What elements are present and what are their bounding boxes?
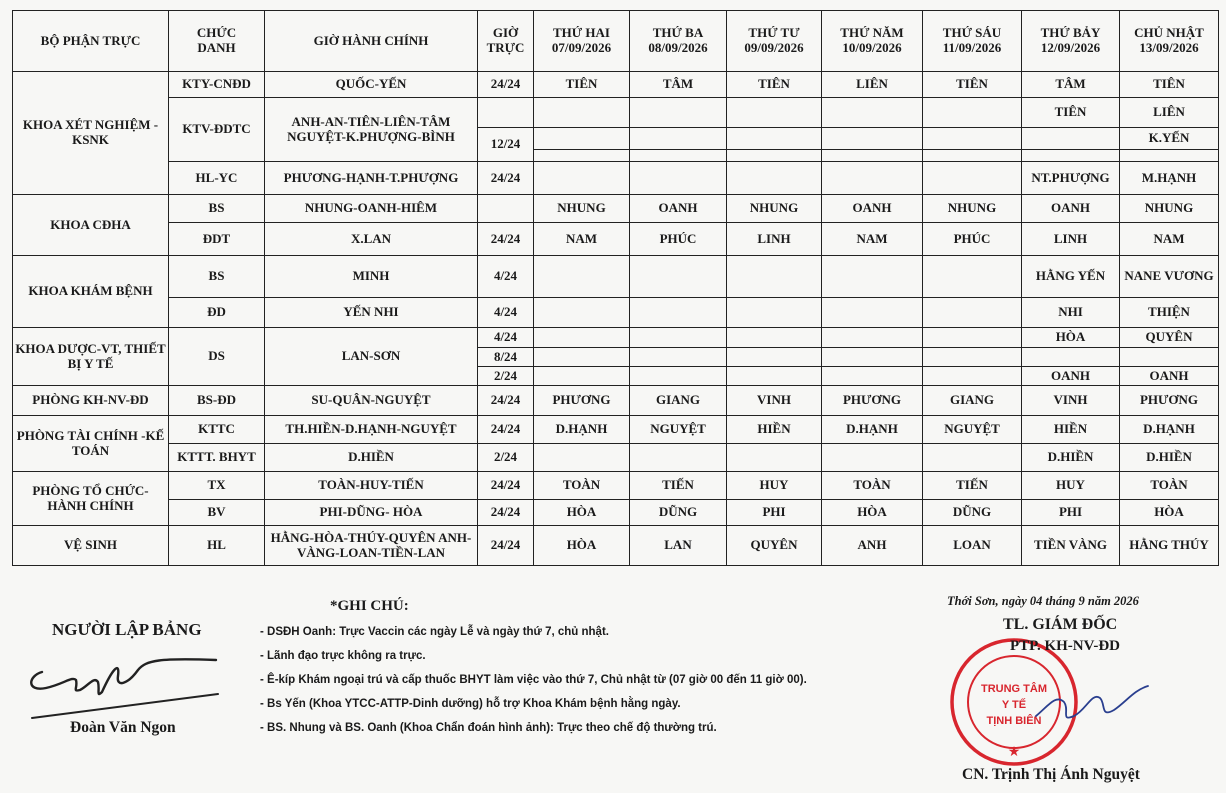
day-cell: NHUNG xyxy=(923,195,1022,223)
office-hours-cell: ANH-AN-TIÊN-LIÊN-TÂM NGUYỆT-K.PHƯỢNG-BÌNH xyxy=(265,98,478,162)
day-cell xyxy=(630,328,727,348)
dept-cell: KHOA CĐHA xyxy=(13,195,169,256)
day-cell: QUYÊN xyxy=(1120,328,1219,348)
roster-body xyxy=(13,72,1219,566)
day-date: 12/09/2026 xyxy=(1040,40,1101,55)
role-cell: DS xyxy=(169,328,265,386)
day-cell: VINH xyxy=(1022,386,1120,416)
role-cell: HL xyxy=(169,526,265,566)
day-cell: NHI xyxy=(1022,298,1120,328)
day-cell: LIÊN xyxy=(1120,98,1219,128)
author-title: NGƯỜI LẬP BẢNG xyxy=(52,620,202,639)
day-cell xyxy=(822,298,923,328)
stamp-star-icon: ★ xyxy=(1007,745,1021,760)
day-cell xyxy=(727,98,822,128)
day-cell xyxy=(923,150,1022,162)
day-cell: OANH xyxy=(1022,367,1120,386)
office-hours-cell: NHUNG-OANH-HIÊM xyxy=(265,195,478,223)
day-cell: D.HẠNH xyxy=(534,416,630,444)
role-cell: BS xyxy=(169,195,265,223)
table-row xyxy=(13,386,1219,416)
header-day xyxy=(1120,11,1219,72)
office-hours-cell: YẾN NHI xyxy=(265,298,478,328)
day-cell: HIỀN xyxy=(727,416,822,444)
day-cell: TIÊN xyxy=(727,72,822,98)
day-cell: LIÊN xyxy=(822,72,923,98)
day-cell: HUY xyxy=(1022,472,1120,500)
day-cell: NAM xyxy=(534,223,630,256)
day-cell: TIẾN xyxy=(630,472,727,500)
day-date: 13/09/2026 xyxy=(1139,40,1199,55)
day-cell xyxy=(822,128,923,150)
role-cell: ĐD xyxy=(169,298,265,328)
day-cell: NGUYỆT xyxy=(923,416,1022,444)
day-cell: QUYÊN xyxy=(727,526,822,566)
office-hours-cell: HẰNG-HÒA-THÚY-QUYÊN ANH-VÀNG-LOAN-TIỀN-LAN xyxy=(265,526,478,566)
day-cell: TIÊN xyxy=(923,72,1022,98)
day-cell xyxy=(1022,150,1120,162)
day-cell: PHƯƠNG xyxy=(534,386,630,416)
day-cell: LOAN xyxy=(923,526,1022,566)
dept-cell: KHOA KHÁM BỆNH xyxy=(13,256,169,328)
day-cell xyxy=(727,256,822,298)
shift-cell: 24/24 xyxy=(478,416,534,444)
table-row xyxy=(13,328,1219,348)
dept-cell: VỆ SINH xyxy=(13,526,169,566)
day-cell: DŨNG xyxy=(630,500,727,526)
office-hours-cell: TH.HIỀN-D.HẠNH-NGUYỆT xyxy=(265,416,478,444)
table-row xyxy=(13,416,1219,444)
table-row xyxy=(13,500,1219,526)
day-cell: DŨNG xyxy=(923,500,1022,526)
header-role: CHỨC DANH xyxy=(169,11,265,72)
day-cell: OANH xyxy=(1022,195,1120,223)
day-name: CHỦ NHẬT xyxy=(1134,25,1204,41)
day-cell: PHÚC xyxy=(923,223,1022,256)
role-cell: BV xyxy=(169,500,265,526)
header-day xyxy=(923,11,1022,72)
shift-cell: 24/24 xyxy=(478,72,534,98)
shift-cell: 4/24 xyxy=(478,256,534,298)
day-cell xyxy=(727,367,822,386)
office-hours-cell: QUỐC-YẾN xyxy=(265,72,478,98)
day-cell: D.HIỀN xyxy=(1022,444,1120,472)
shift-cell: 24/24 xyxy=(478,162,534,195)
day-cell: NHUNG xyxy=(534,195,630,223)
day-cell: TIẾN xyxy=(923,472,1022,500)
day-cell xyxy=(727,328,822,348)
header-day xyxy=(1022,11,1120,72)
header-day xyxy=(630,11,727,72)
day-cell: HẰNG YẾN xyxy=(1022,256,1120,298)
table-row xyxy=(13,298,1219,328)
day-cell: NAM xyxy=(1120,223,1219,256)
stamp-line: TỊNH BIÊN xyxy=(986,715,1042,727)
day-name: THỨ BA xyxy=(652,25,704,41)
office-hours-cell: PHƯƠNG-HẠNH-T.PHƯỢNG xyxy=(265,162,478,195)
role-cell: BS-ĐD xyxy=(169,386,265,416)
day-cell xyxy=(923,162,1022,195)
office-hours-cell: MINH xyxy=(265,256,478,298)
shift-cell: 24/24 xyxy=(478,500,534,526)
day-cell xyxy=(923,98,1022,128)
shift-cell: 24/24 xyxy=(478,386,534,416)
note-item: - BS. Nhung và BS. Oanh (Khoa Chẩn đoán hình ảnh): Trực theo chế độ thường trú. xyxy=(260,722,717,734)
day-cell: THIỆN xyxy=(1120,298,1219,328)
note-item: - Lãnh đạo trực không ra trực. xyxy=(260,650,426,662)
table-row xyxy=(13,472,1219,500)
day-cell xyxy=(727,128,822,150)
day-cell: PHƯƠNG xyxy=(1120,386,1219,416)
day-name: THỨ TƯ xyxy=(748,25,800,41)
day-cell: LINH xyxy=(1022,223,1120,256)
day-cell: PHÚC xyxy=(630,223,727,256)
day-cell: GIANG xyxy=(630,386,727,416)
day-cell: NHUNG xyxy=(727,195,822,223)
day-cell xyxy=(923,444,1022,472)
day-cell xyxy=(534,367,630,386)
day-cell xyxy=(630,162,727,195)
day-cell: HUY xyxy=(727,472,822,500)
day-cell: HÒA xyxy=(534,526,630,566)
day-cell: TOÀN xyxy=(822,472,923,500)
day-name: THỨ SÁU xyxy=(942,25,1002,41)
day-cell xyxy=(923,298,1022,328)
author-name: Đoàn Văn Ngon xyxy=(70,719,176,736)
day-cell: TIÊN xyxy=(1120,72,1219,98)
day-cell xyxy=(822,444,923,472)
dept-cell: KHOA DƯỢC-VT, THIẾT BỊ Y TẾ xyxy=(13,328,169,386)
day-cell: D.HẠNH xyxy=(1120,416,1219,444)
day-cell: TOÀN xyxy=(534,472,630,500)
dept-cell: KHOA XÉT NGHIỆM -KSNK xyxy=(13,72,169,195)
day-cell: NANE VƯƠNG xyxy=(1120,256,1219,298)
day-cell xyxy=(822,98,923,128)
day-cell xyxy=(1022,348,1120,367)
day-cell xyxy=(1120,150,1219,162)
day-cell: HÒA xyxy=(1022,328,1120,348)
day-cell: OANH xyxy=(822,195,923,223)
table-row xyxy=(13,256,1219,298)
day-cell: PHI xyxy=(727,500,822,526)
shift-cell xyxy=(478,98,534,128)
note-item: - DSĐH Oanh: Trực Vaccin các ngày Lễ và ngày thứ 7, chủ nhật. xyxy=(260,626,609,638)
approval-dept: PTP. KH-NV-ĐD xyxy=(1010,638,1120,654)
day-name: THỨ BẢY xyxy=(1040,25,1101,41)
day-cell xyxy=(923,367,1022,386)
dept-cell: PHÒNG KH-NV-ĐD xyxy=(13,386,169,416)
day-cell xyxy=(630,150,727,162)
day-cell xyxy=(534,98,630,128)
day-cell: NHUNG xyxy=(1120,195,1219,223)
stamp-line: TRUNG TÂM xyxy=(981,683,1047,695)
day-cell: NT.PHƯỢNG xyxy=(1022,162,1120,195)
day-date: 07/09/2026 xyxy=(551,40,612,55)
role-cell: HL-YC xyxy=(169,162,265,195)
day-cell xyxy=(822,256,923,298)
day-cell: GIANG xyxy=(923,386,1022,416)
note-item: - Ê-kíp Khám ngoại trú và cấp thuốc BHYT làm việc vào thứ 7, Chủ nhật từ (07 giờ 00 đến 11 giờ 00). xyxy=(260,674,807,686)
day-cell xyxy=(630,367,727,386)
notes-title: *GHI CHÚ: xyxy=(330,598,409,614)
shift-cell xyxy=(478,195,534,223)
day-cell xyxy=(534,162,630,195)
day-cell: LINH xyxy=(727,223,822,256)
day-cell: TÂM xyxy=(1022,72,1120,98)
day-cell xyxy=(630,128,727,150)
shift-cell: 4/24 xyxy=(478,298,534,328)
notes-list xyxy=(260,620,807,740)
author-signature xyxy=(20,640,230,725)
office-hours-cell: PHI-DŨNG- HÒA xyxy=(265,500,478,526)
table-row xyxy=(13,195,1219,223)
shift-cell: 24/24 xyxy=(478,472,534,500)
day-cell xyxy=(727,348,822,367)
day-cell xyxy=(923,348,1022,367)
day-cell: TÂM xyxy=(630,72,727,98)
table-row xyxy=(13,444,1219,472)
role-cell: KTTT. BHYT xyxy=(169,444,265,472)
day-cell xyxy=(630,98,727,128)
office-hours-cell: X.LAN xyxy=(265,223,478,256)
day-cell: PHƯƠNG xyxy=(822,386,923,416)
shift-cell: 4/24 xyxy=(478,328,534,348)
day-cell: TIÊN xyxy=(534,72,630,98)
day-date: 09/09/2026 xyxy=(744,40,804,55)
day-date: 11/09/2026 xyxy=(942,40,1002,55)
stamp-line: Y TẾ xyxy=(1001,699,1027,711)
day-cell: VINH xyxy=(727,386,822,416)
day-cell xyxy=(534,150,630,162)
shift-cell: 12/24 xyxy=(478,128,534,162)
role-cell: KTY-CNĐD xyxy=(169,72,265,98)
day-cell xyxy=(534,128,630,150)
day-cell: M.HẠNH xyxy=(1120,162,1219,195)
day-cell: HẰNG THÚY xyxy=(1120,526,1219,566)
day-cell: D.HẠNH xyxy=(822,416,923,444)
table-row xyxy=(13,223,1219,256)
header-day xyxy=(534,11,630,72)
approver-signature xyxy=(1030,676,1160,736)
day-cell: TIỀN VÀNG xyxy=(1022,526,1120,566)
day-cell: HÒA xyxy=(534,500,630,526)
day-cell: OANH xyxy=(630,195,727,223)
day-cell: NAM xyxy=(822,223,923,256)
office-hours-cell: D.HIỀN xyxy=(265,444,478,472)
header-shift: GIỜ TRỰC xyxy=(478,11,534,72)
duty-roster-table xyxy=(12,10,1219,566)
shift-cell: 8/24 xyxy=(478,348,534,367)
day-cell xyxy=(630,256,727,298)
office-hours-cell: SU-QUÂN-NGUYỆT xyxy=(265,386,478,416)
header-day xyxy=(727,11,822,72)
day-cell xyxy=(1022,128,1120,150)
header-dept: BỘ PHẬN TRỰC xyxy=(13,11,169,72)
day-cell xyxy=(727,298,822,328)
day-date: 10/09/2026 xyxy=(842,40,902,55)
day-cell xyxy=(534,298,630,328)
header-day xyxy=(822,11,923,72)
role-cell: KTTC xyxy=(169,416,265,444)
day-cell xyxy=(822,328,923,348)
table-row xyxy=(13,98,1219,128)
day-cell: HÒA xyxy=(1120,500,1219,526)
office-hours-cell: LAN-SƠN xyxy=(265,328,478,386)
day-cell xyxy=(727,444,822,472)
approver-name: CN. Trịnh Thị Ánh Nguyệt xyxy=(962,766,1140,783)
day-cell xyxy=(727,162,822,195)
table-row xyxy=(13,162,1219,195)
shift-cell: 2/24 xyxy=(478,444,534,472)
day-cell xyxy=(822,348,923,367)
day-cell xyxy=(534,348,630,367)
dept-cell: PHÒNG TÀI CHÍNH -KẾ TOÁN xyxy=(13,416,169,472)
note-item: - Bs Yến (Khoa YTCC-ATTP-Dinh dưỡng) hỗ trợ Khoa Khám bệnh hằng ngày. xyxy=(260,698,681,710)
day-cell: TIÊN xyxy=(1022,98,1120,128)
day-cell: NGUYỆT xyxy=(630,416,727,444)
table-row xyxy=(13,526,1219,566)
day-cell xyxy=(1120,348,1219,367)
approval-title: TL. GIÁM ĐỐC xyxy=(1003,616,1118,633)
day-cell xyxy=(630,444,727,472)
shift-cell: 24/24 xyxy=(478,223,534,256)
day-cell: D.HIỀN xyxy=(1120,444,1219,472)
day-name: THỨ NĂM xyxy=(840,25,904,41)
role-cell: BS xyxy=(169,256,265,298)
day-cell xyxy=(727,150,822,162)
role-cell: KTV-ĐDTC xyxy=(169,98,265,162)
day-cell: ANH xyxy=(822,526,923,566)
day-cell xyxy=(822,367,923,386)
day-cell: OANH xyxy=(1120,367,1219,386)
day-cell: K.YẾN xyxy=(1120,128,1219,150)
day-cell xyxy=(534,444,630,472)
day-cell xyxy=(923,256,1022,298)
day-cell: PHI xyxy=(1022,500,1120,526)
shift-cell: 2/24 xyxy=(478,367,534,386)
day-cell xyxy=(630,348,727,367)
day-cell xyxy=(630,298,727,328)
role-cell: ĐDT xyxy=(169,223,265,256)
office-hours-cell: TOÀN-HUY-TIẾN xyxy=(265,472,478,500)
day-cell xyxy=(534,328,630,348)
date-line: Thới Sơn, ngày 04 tháng 9 năm 2026 xyxy=(947,594,1139,608)
day-cell xyxy=(534,256,630,298)
table-row xyxy=(13,72,1219,98)
day-name: THỨ HAI xyxy=(553,25,610,41)
day-cell xyxy=(923,128,1022,150)
header-row xyxy=(13,11,1219,72)
day-cell: HÒA xyxy=(822,500,923,526)
shift-cell: 24/24 xyxy=(478,526,534,566)
day-cell: LAN xyxy=(630,526,727,566)
header-office: GIỜ HÀNH CHÍNH xyxy=(265,11,478,72)
dept-cell: PHÒNG TỔ CHỨC-HÀNH CHÍNH xyxy=(13,472,169,526)
day-cell: TOÀN xyxy=(1120,472,1219,500)
day-cell xyxy=(923,328,1022,348)
role-cell: TX xyxy=(169,472,265,500)
day-cell xyxy=(822,150,923,162)
day-date: 08/09/2026 xyxy=(648,40,708,55)
day-cell xyxy=(822,162,923,195)
day-cell: HIỀN xyxy=(1022,416,1120,444)
